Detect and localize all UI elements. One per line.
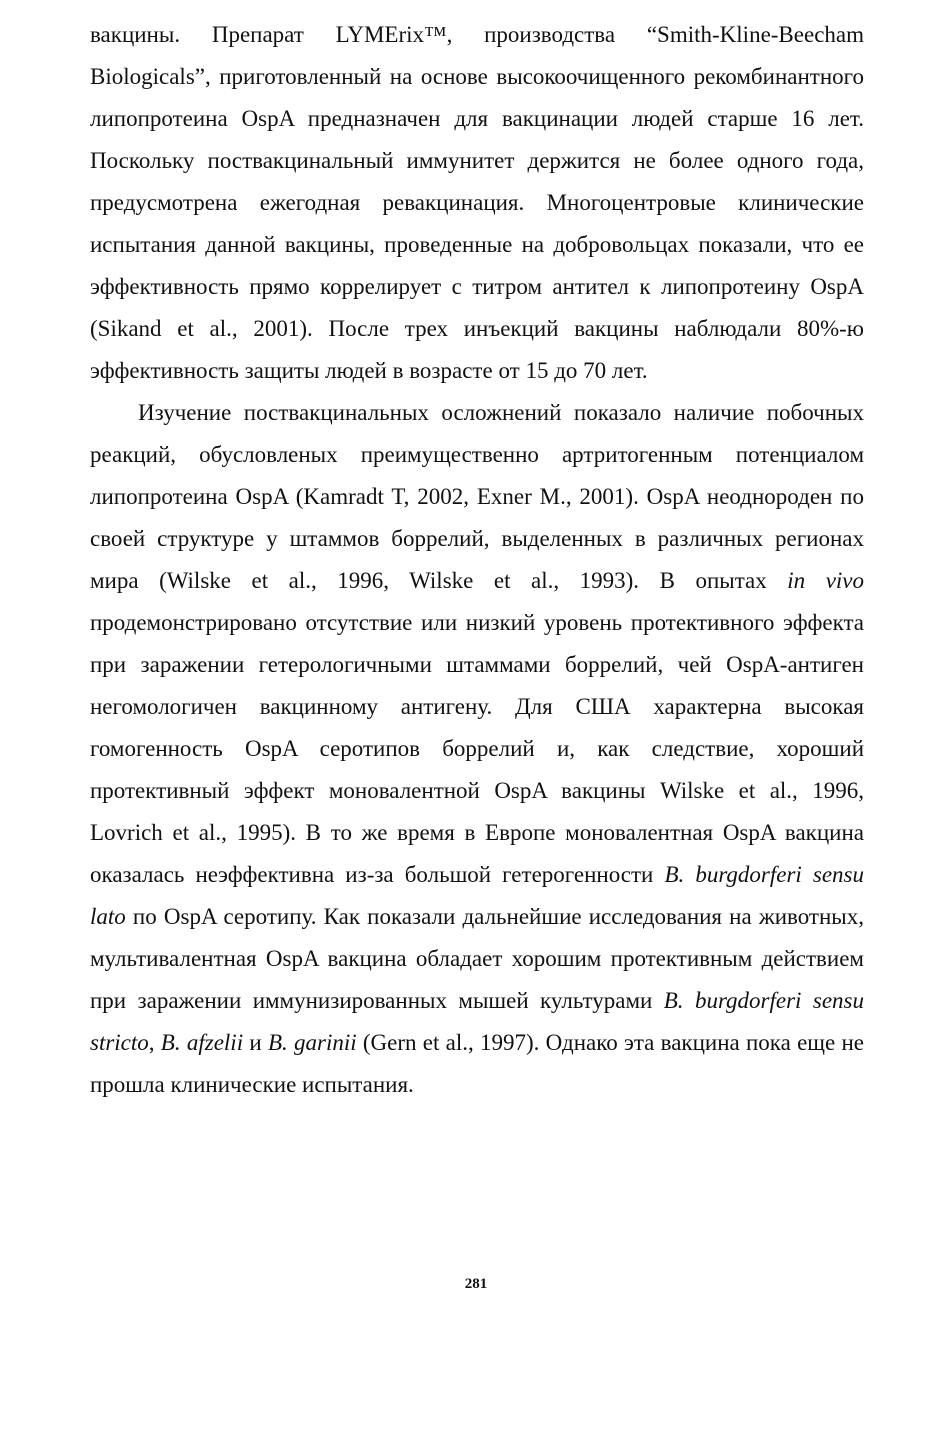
paragraph-2-segment-11: (Gern et al., 1997). Однако эта вакцина пока еще не прошла клинические испытания.	[90, 1030, 865, 1097]
page-number: 281	[464, 1276, 488, 1292]
paragraph-2-segment-2: in vivo	[787, 568, 865, 593]
paragraph-2	[90, 392, 864, 1106]
paragraph-2-segment-4: B. burgdorferi sensu lato	[90, 862, 864, 929]
body-text	[90, 14, 864, 1106]
paragraph-2-segment-10: B. garinii	[267, 1030, 357, 1055]
paragraph-2-segment-6: B. burgdorferi sensu stricto	[90, 988, 864, 1055]
paragraph-2-segment-8: B. afzelii	[160, 1030, 244, 1055]
paragraph-2-segment-3: продемонстрировано отсутствие или низкий уровень протективного эффекта при заражении гетерологичными штаммами боррелий, чей OspA-антиген негомологичен вакцинному антигену. Для США характерна высокая гомогенность OspA серотипов боррелий и, как следствие, хороший протективный эффект моновалентной OspA вакцины Wilske et al., 1996, Lovrich et al., 1995). В то же время в Европе моновалентная OspA вакцина оказалась неэффективна из-за большой гетерогенности	[90, 610, 864, 887]
paragraph-1	[90, 14, 864, 392]
paragraph-2-segment-1: Изучение поствакцинальных осложнений показало наличие побочных реакций, обусловленых преимущественно артритогенным потенциалом липопротеина OspA (Kamradt T, 2002, Exner M., 2001). OspA неоднороден по своей структуре у штаммов боррелий, выделенных в различных регионах мира (Wilske et al., 1996, Wilske et al., 1993). В опытах	[90, 400, 864, 593]
paragraph-2-segment-9: и	[243, 1030, 268, 1055]
paragraph-2-segment-7: ,	[148, 1030, 161, 1055]
paragraph-2-segment-5: по OspA серотипу. Как показали дальнейшие исследования на животных, мультивалентная OspA вакцина обладает хорошим протективным действием при заражении иммунизированных мышей культурами	[90, 904, 864, 1013]
paragraph-1-segment-1: вакцины. Препарат LYMErix™, производства “Smith-Kline-Beecham Biologicals”, приготовленный на основе высокоочищенного рекомбинантного липопротеина OspA предназначен для вакцинации людей старше 16 лет. Поскольку поствакцинальный иммунитет держится не более одного года, предусмотрена ежегодная ревакцинация. Многоцентровые клинические испытания данной вакцины, проведенные на добровольцах показали, что ее эффективность прямо коррелирует с титром антител к липопротеину OspA (Sikand et al., 2001). После трех инъекций вакцины наблюдали 80%-ю эффективность защиты людей в возрасте от 15 до 70 лет.	[90, 22, 864, 383]
